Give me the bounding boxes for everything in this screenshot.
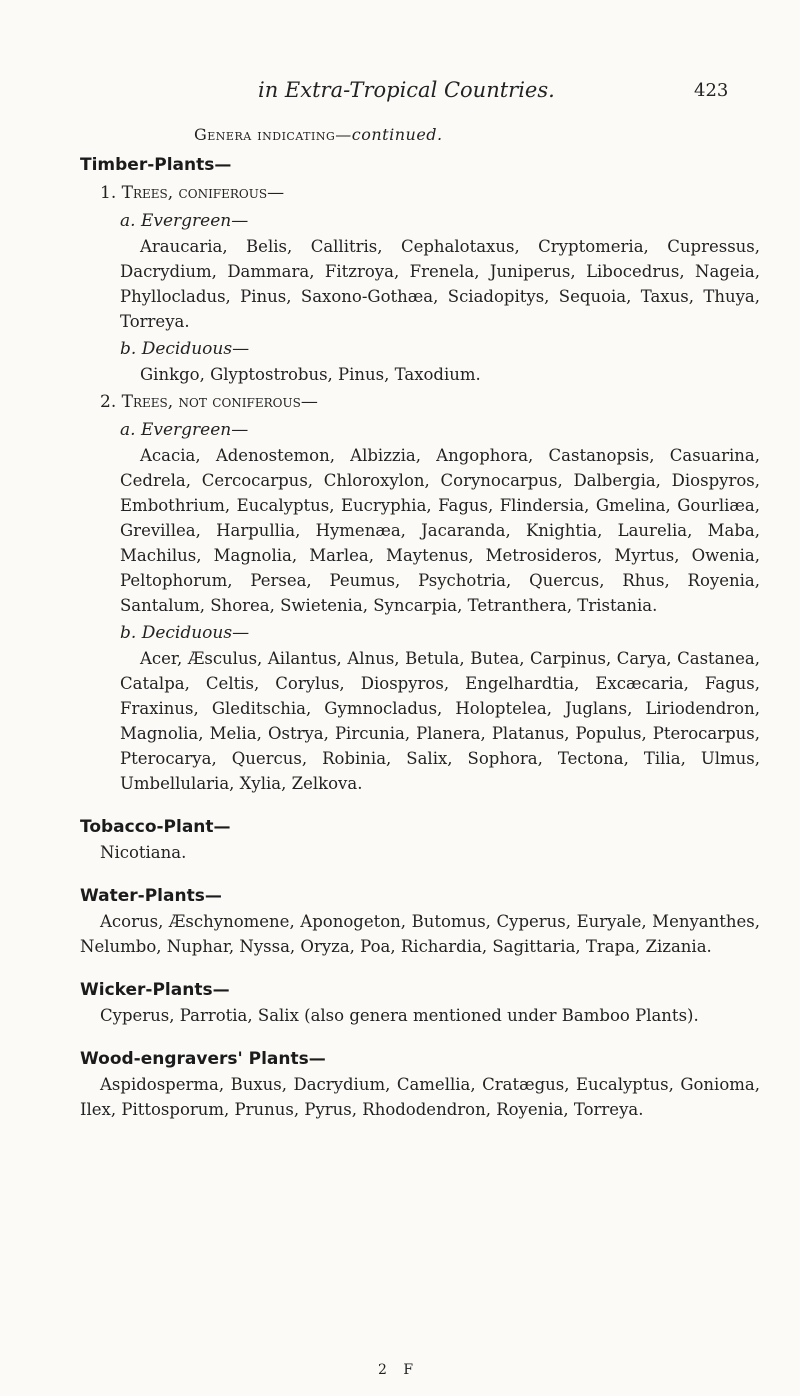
genera-list-coniferous-evergreen: Araucaria, Belis, Callitris, Cephalotaxus, Cryptomeria, Cupressus, Dacrydium, Dammara, Fitzroya, Frenela, Juniperus, Libocedrus, Nageia, Phyllocladus, Pinus, Saxono-Gothæa, Sciadopitys, Sequoia, Taxus, Thuya, Torreya. <box>120 237 760 331</box>
genera-list-nonconiferous-deciduous: Acer, Æsculus, Ailantus, Alnus, Betula, Butea, Carpinus, Carya, Castanea, Catalpa, Celtis, Corylus, Diospyros, Engelhardtia, Excæcaria, Fagus, Fraxinus, Gleditschia, Gymnocladus, Holoptelea, Juglans, Liriodendron, Magnolia, Melia, Ostrya, Pircunia, Planera, Platanus, Populus, Pterocarpus, Pterocarya, Quercus, Robinia, Salix, Sophora, Tectona, Tilia, Ulmus, Umbellularia, Xylia, Zelkova. <box>120 649 760 793</box>
subheading-deciduous: b. Deciduous— <box>120 623 250 643</box>
genera-list-water: Acorus, Æschynomene, Aponogeton, Butomus, Cyperus, Euryale, Menyanthes, Nelumbo, Nuphar, Nyssa, Oryza, Poa, Richardia, Sagittaria, Trapa, Zizania. <box>80 912 760 956</box>
subheading-evergreen: a. Evergreen— <box>120 420 249 440</box>
page-number: 423 <box>694 80 729 101</box>
section-heading-label: Genera indicating <box>194 125 336 144</box>
running-head <box>0 78 800 108</box>
subheading-trees-coniferous: 1. Trees, coniferous— <box>100 183 285 203</box>
category-title-tobacco: Tobacco-Plant— <box>80 817 231 837</box>
running-head-title: in Extra-Tropical Countries. <box>258 78 555 102</box>
category-title-wicker: Wicker-Plants— <box>80 980 230 1000</box>
signature-mark: 2 F <box>378 1362 420 1378</box>
genera-list-tobacco: Nicotiana. <box>100 843 187 862</box>
category-title-wood-engravers: Wood-engravers' Plants— <box>80 1049 326 1069</box>
category-title-timber: Timber-Plants— <box>80 155 232 175</box>
subheading-trees-not-coniferous: 2. Trees, not coniferous— <box>100 392 318 412</box>
genera-list-wicker: Cyperus, Parrotia, Salix (also genera mentioned under Bamboo Plants). <box>100 1006 699 1025</box>
genera-list-coniferous-deciduous: Ginkgo, Glyptostrobus, Pinus, Taxodium. <box>140 365 481 384</box>
category-title-water: Water-Plants— <box>80 886 222 906</box>
genera-list-wood-engravers: Aspidosperma, Buxus, Dacrydium, Camellia, Cratægus, Eucalyptus, Gonioma, Ilex, Pittosporum, Prunus, Pyrus, Rhododendron, Royenia, Torreya. <box>80 1075 760 1119</box>
subheading-evergreen: a. Evergreen— <box>120 211 249 231</box>
subheading-deciduous: b. Deciduous— <box>120 339 250 359</box>
section-heading <box>194 125 443 144</box>
page-body <box>80 152 760 1122</box>
section-heading-continued: —continued. <box>335 125 443 144</box>
genera-list-nonconiferous-evergreen: Acacia, Adenostemon, Albizzia, Angophora, Castanopsis, Casuarina, Cedrela, Cercocarpus, Chloroxylon, Corynocarpus, Dalbergia, Diospyros, Embothrium, Eucalyptus, Eucryphia, Fagus, Flindersia, Gmelina, Gourliæa, Grevillea, Harpullia, Hymenæa, Jacaranda, Knightia, Laurelia, Maba, Machilus, Magnolia, Marlea, Maytenus, Metrosideros, Myrtus, Owenia, Peltophorum, Persea, Peumus, Psychotria, Quercus, Rhus, Royenia, Santalum, Shorea, Swietenia, Syncarpia, Tetranthera, Tristania. <box>120 446 760 615</box>
